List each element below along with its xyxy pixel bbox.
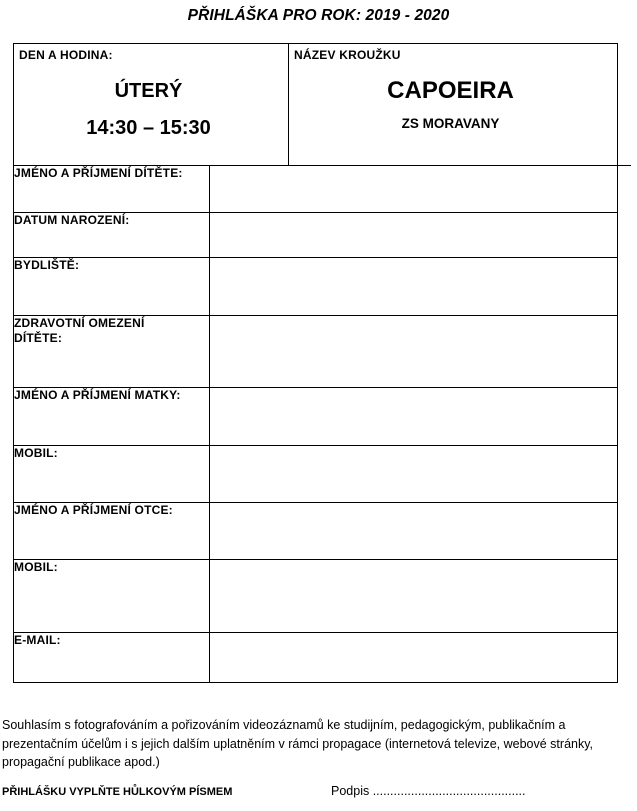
mother-mobile-field[interactable] bbox=[210, 446, 618, 503]
mother-mobile-label: MOBIL: bbox=[14, 446, 210, 503]
birth-date-label: DATUM NAROZENÍ: bbox=[14, 213, 210, 258]
table-row bbox=[14, 258, 618, 316]
table-row bbox=[14, 503, 618, 560]
email-field[interactable] bbox=[210, 633, 618, 683]
table-row bbox=[14, 446, 618, 503]
mother-name-label: JMÉNO A PŘÍJMENÍ MATKY: bbox=[14, 388, 210, 446]
time-value: 14:30 – 15:30 bbox=[86, 117, 211, 139]
signature-line[interactable]: Podpis ............................................ bbox=[331, 784, 526, 798]
father-name-label: JMÉNO A PŘÍJMENÍ OTCE: bbox=[14, 503, 210, 560]
table-row bbox=[14, 388, 618, 446]
day-time-cell bbox=[14, 44, 289, 166]
birth-date-field[interactable] bbox=[210, 213, 618, 258]
day-value: ÚTERÝ bbox=[114, 80, 183, 102]
club-value: CAPOEIRA bbox=[387, 77, 514, 104]
form-title: PŘIHLÁŠKA PRO ROK: 2019 - 2020 bbox=[187, 7, 450, 24]
table-row bbox=[14, 560, 618, 633]
header-row bbox=[14, 44, 618, 166]
health-restrictions-field[interactable] bbox=[210, 316, 618, 388]
block-letters-instruction: PŘIHLÁŠKU VYPLŇTE HŮLKOVÝM PÍSMEM bbox=[2, 786, 233, 798]
club-name-cell bbox=[289, 44, 618, 166]
email-label: E-MAIL: bbox=[14, 633, 210, 683]
consent-line-2: prezentačním účelům i s jejich dalším uplatněním v rámci propagace (internetová televize, webové stránky, bbox=[2, 736, 594, 751]
consent-text bbox=[2, 716, 637, 772]
school-value: ZS MORAVANY bbox=[401, 116, 500, 131]
table-row bbox=[14, 316, 618, 388]
day-time-label: DEN A HODINA: bbox=[19, 48, 113, 62]
registration-form-table bbox=[13, 43, 618, 683]
father-name-field[interactable] bbox=[210, 503, 618, 560]
health-restrictions-label-line2: DÍTĚTE: bbox=[14, 331, 63, 345]
address-field[interactable] bbox=[210, 258, 618, 316]
health-restrictions-label bbox=[14, 316, 210, 388]
father-mobile-field[interactable] bbox=[210, 560, 618, 633]
father-mobile-label: MOBIL: bbox=[14, 560, 210, 633]
consent-line-3: propagační publikace apod.) bbox=[2, 755, 160, 769]
child-name-label: JMÉNO A PŘÍJMENÍ DÍTĚTE: bbox=[14, 166, 210, 213]
table-row bbox=[14, 166, 618, 213]
health-restrictions-label-line1: ZDRAVOTNÍ OMEZENÍ bbox=[14, 316, 145, 330]
club-name-label: NÁZEV KROUŽKU bbox=[294, 48, 401, 62]
mother-name-field[interactable] bbox=[210, 388, 618, 446]
address-label: BYDLIŠTĚ: bbox=[14, 258, 210, 316]
consent-line-1: Souhlasím s fotografováním a pořizováním videozáznamů ke studijním, pedagogickým, publikačním a bbox=[2, 718, 566, 732]
table-row bbox=[14, 213, 618, 258]
table-row bbox=[14, 633, 618, 683]
child-name-field[interactable] bbox=[210, 166, 618, 213]
